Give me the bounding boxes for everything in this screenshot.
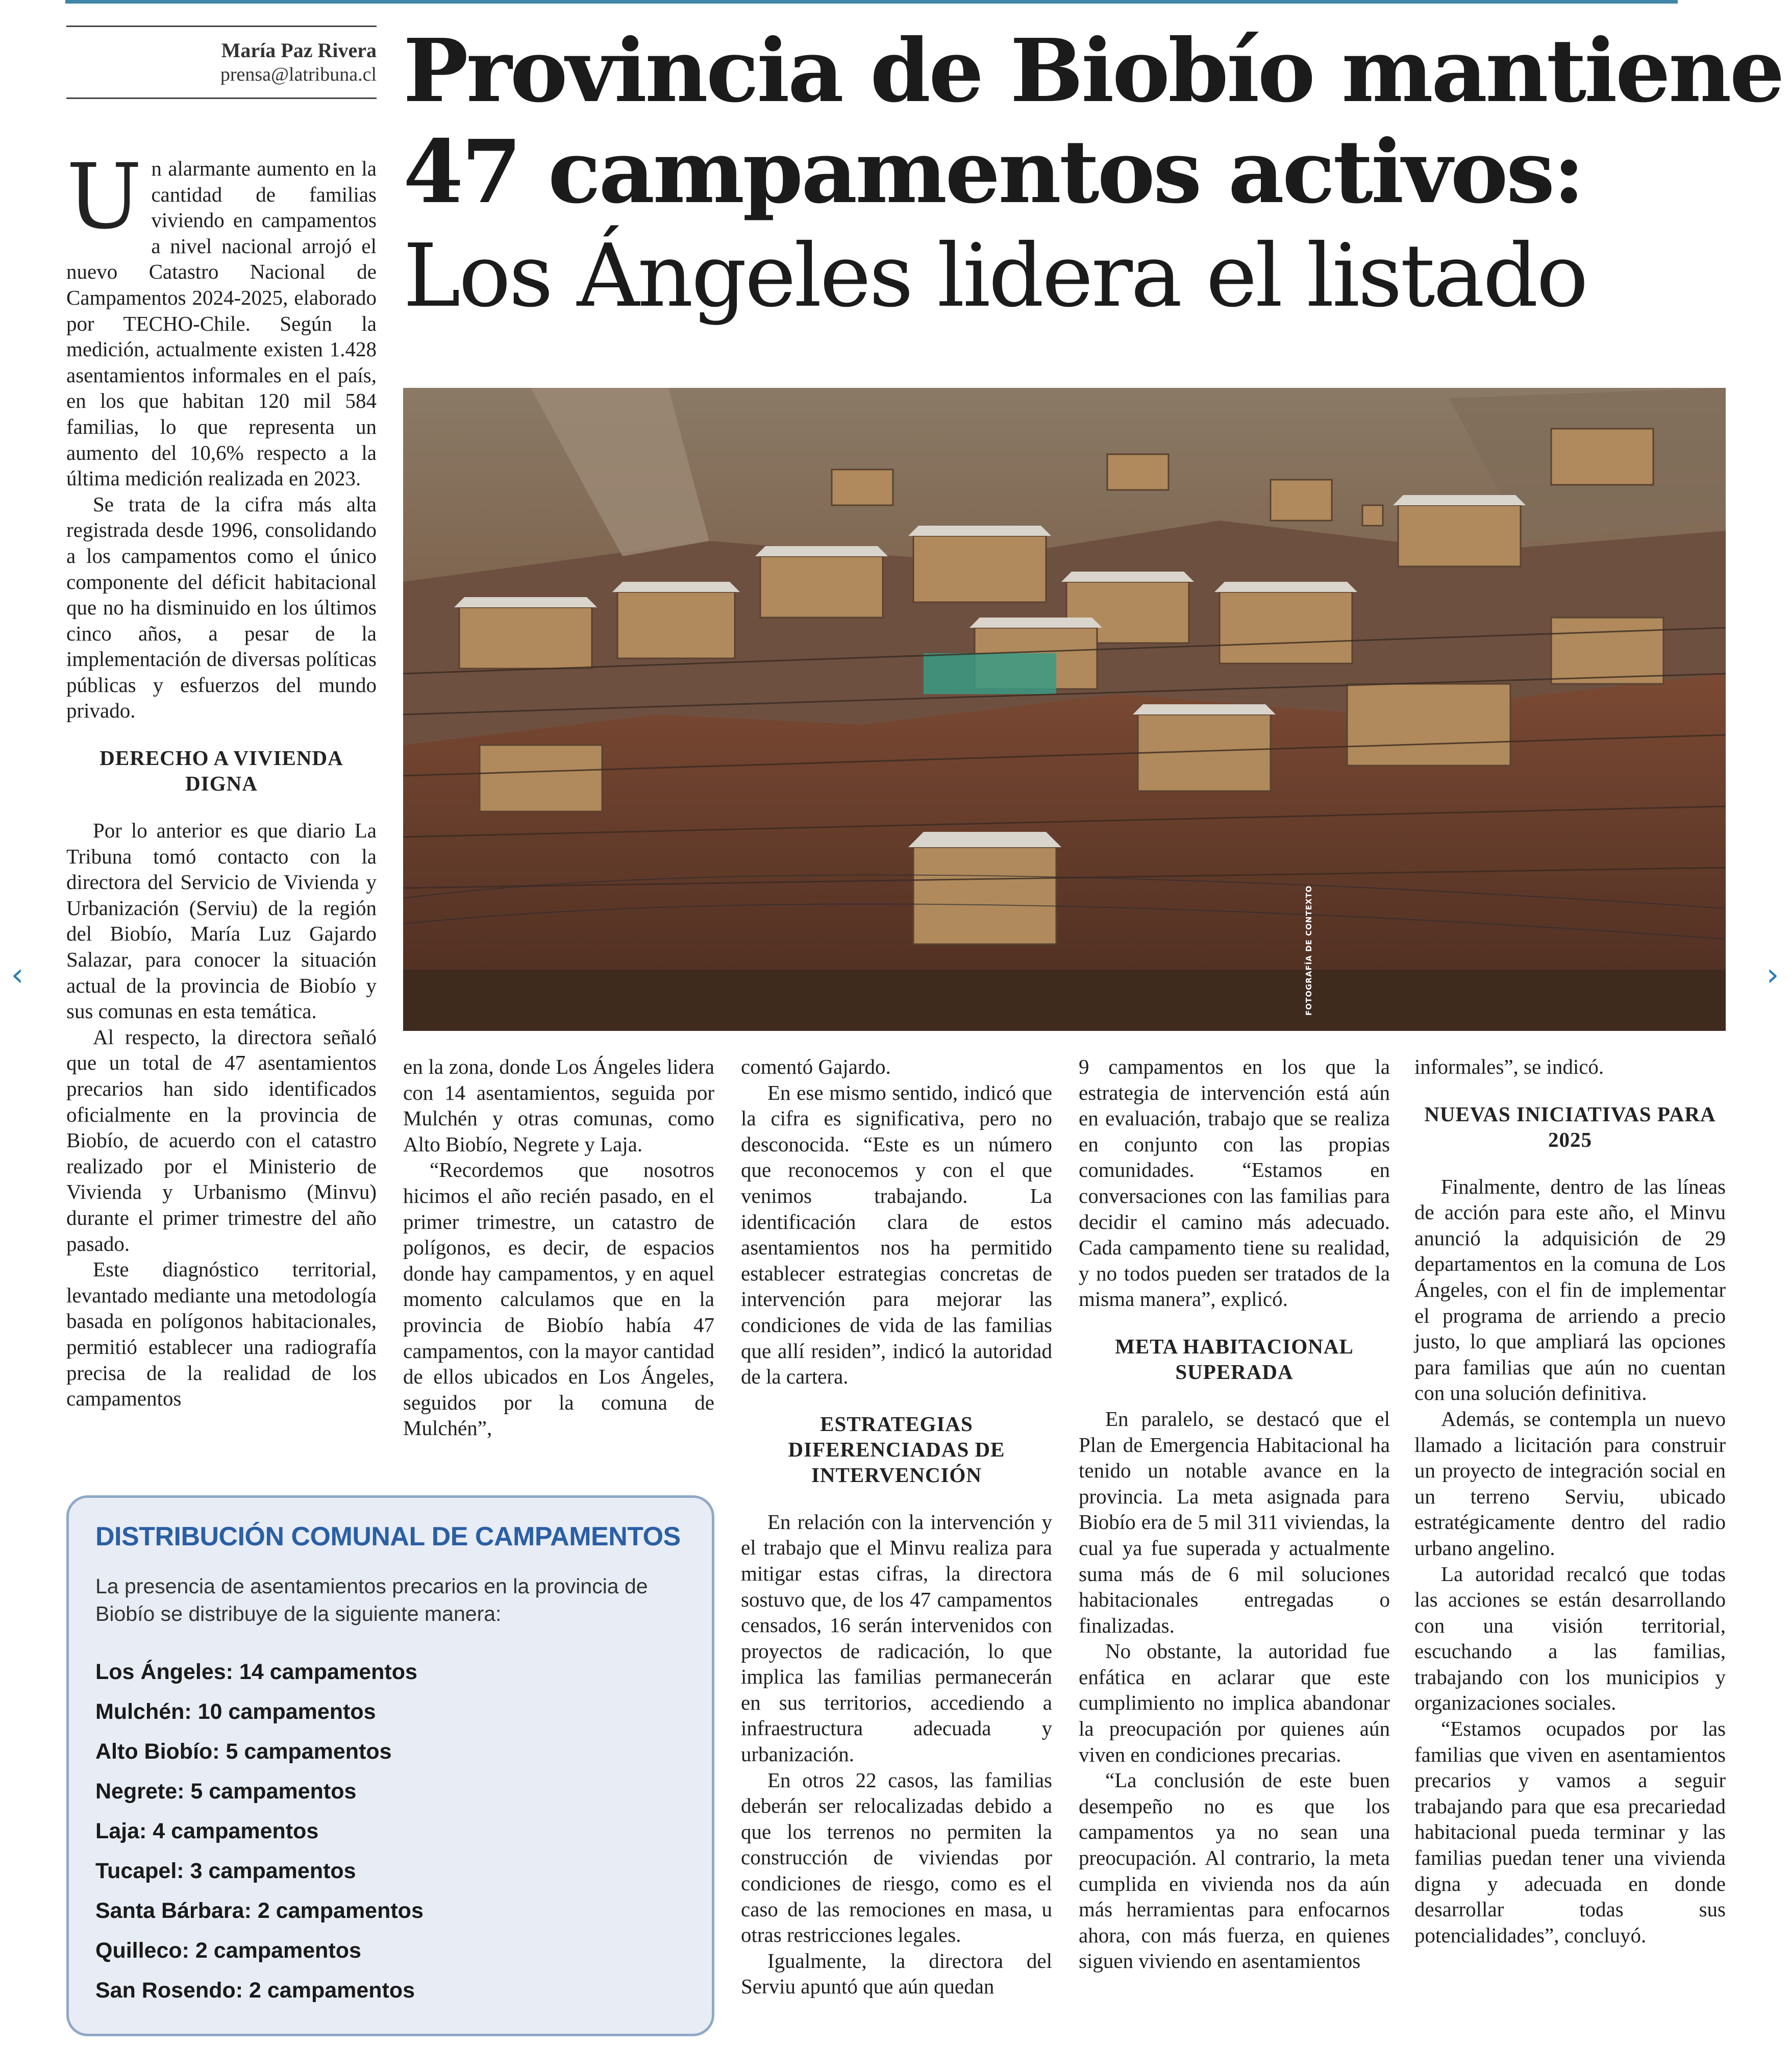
paragraph: En ese mismo sentido, indicó que la cifra es significativa, pero no desconocida. “Este es un número que reconocemos y con el que venimos trabajando. La identificación clara de estos asentamientos nos ha permitido establecer estrategias concretas de intervención para mejorar las condiciones de vida de las familias que allí residen”, indicó la autoridad de la cartera. <box>741 1080 1052 1389</box>
headline-line-2: 47 campamentos activos: <box>403 121 1583 223</box>
hillside-settlement-illustration <box>403 388 1726 1031</box>
paragraph: “Estamos ocupados por las familias que viven en asentamientos precarios y vamos a seguir trabajando para que esa precariedad habitacional pueda terminar y las familias puedan tener una vivienda digna y adecuada en donde desarrollar todas sus potencialidades”, concluyó. <box>1414 1717 1726 1947</box>
section-heading-derecho-vivienda: DERECHO A VIVIENDA DIGNA <box>100 746 343 796</box>
headline-line-1: Provincia de Biobío mantiene <box>403 20 1783 122</box>
previous-page-arrow-icon[interactable]: ‹ <box>11 956 24 993</box>
paragraph: en la zona, donde Los Ángeles lidera con 14 asentamientos, seguida por Mulchén y otras comunas, como Alto Biobío, Negrete y Laja. <box>403 1055 714 1156</box>
paragraph: Se trata de la cifra más alta registrada desde 1996, consolidando a los campamentos como el único componente del déficit habitacional que no ha disminuido en los últimos cinco años, a pesar de la implementación de diversas políticas públicas y esfuerzos del mundo privado. <box>66 492 377 723</box>
section-heading-nuevas-iniciativas: NUEVAS INICIATIVAS PARA 2025 <box>1424 1102 1716 1151</box>
list-item: Tucapel: 3 campamentos <box>95 1859 356 1883</box>
section-heading-meta-habitacional: META HABITACIONAL SUPERADA <box>1115 1334 1354 1384</box>
commune-list <box>95 1652 687 2010</box>
paragraph: “La conclusión de este buen desempeño no es que los campamentos ya no sean una preocupación. Al contrario, la meta cumplida en vivienda nos da aún más herramientas para enfocarnos ahora, con más fuerza, en quienes siguen viviendo en asentamientos <box>1079 1768 1390 1973</box>
paragraph: Igualmente, la directora del Serviu apuntó que aún quedan <box>741 1948 1052 1999</box>
author-email: prensa@latribuna.cl <box>220 64 377 85</box>
paragraph: “Recordemos que nosotros hicimos el año recién pasado, en el primer trimestre, un catastro de polígonos, es decir, de espacios donde hay campamentos, y en aquel momento calculamos que en la provincia de Biobío había 47 campamentos, con la mayor cantidad de ellos ubicados en Los Ángeles, seguidos por la comuna de Mulchén”, <box>403 1158 714 1440</box>
paragraph: Este diagnóstico territorial, levantado mediante una metodología basada en polígonos habitacionales, permitió establecer una radiografía precisa de la realidad de los campamentos <box>66 1257 377 1411</box>
paragraph: No obstante, la autoridad fue enfática en aclarar que este cumplimiento no implica abandonar la preocupación por quienes aún viven en condiciones precarias. <box>1079 1639 1390 1766</box>
article-column-5 <box>1414 1054 1726 1948</box>
list-item: Santa Bárbara: 2 campamentos <box>95 1898 424 1923</box>
paragraph: comentó Gajardo. <box>741 1055 891 1078</box>
paragraph: Al respecto, la directora señaló que un total de 47 asentamientos precarios han sido identificados oficialmente en la provincia de Biobío, de acuerdo con el catastro realizado por el Ministerio de Vivienda y Urbanismo (Minvu) durante el primer trimestre del año pasado. <box>66 1025 377 1255</box>
paragraph: En otros 22 casos, las familias deberán ser relocalizadas debido a que los terrenos no permiten la construcción de viviendas por condiciones de riesgo, como es el caso de las remociones en masa, u otras restricciones legales. <box>741 1768 1052 1947</box>
section-heading-estrategias: ESTRATEGIAS DIFERENCIADAS DE INTERVENCIÓN <box>788 1412 1005 1487</box>
headline-line-3: Los Ángeles lidera el listado <box>403 226 1587 327</box>
article-column-1 <box>66 144 377 1412</box>
list-item: Alto Biobío: 5 campamentos <box>95 1739 392 1764</box>
list-item: Quilleco: 2 campamentos <box>95 1938 361 1963</box>
paragraph: La autoridad recalcó que todas las acciones se están desarrollando con una visión territorial, escuchando a las familias, trabajando con los municipios y organizaciones sociales. <box>1414 1562 1726 1715</box>
paragraph: En paralelo, se destacó que el Plan de Emergencia Habitacional ha tenido un notable avance en la provincia. La meta asignada para Biobío era de 5 mil 311 viviendas, la cual ya fue superada y actualmente suma más de 6 mil soluciones habitacionales entregadas o finalizadas. <box>1079 1407 1390 1637</box>
list-item: Los Ángeles: 14 campamentos <box>95 1660 417 1684</box>
paragraph: 9 campamentos en los que la estrategia de intervención está aún en evaluación, trabajo que se realiza en conjunto con las propias comunidades. “Estamos en conversaciones con las familias para decidir el camino más adecuado. Cada campamento tiene su realidad, y no todos pueden ser tratados de la misma manera”, explicó. <box>1079 1055 1390 1311</box>
list-item: Mulchén: 10 campamentos <box>95 1699 376 1724</box>
article-column-4 <box>1079 1054 1390 1974</box>
article-column-2 <box>403 1054 714 1441</box>
paragraph: informales”, se indicó. <box>1414 1055 1604 1078</box>
next-page-arrow-icon[interactable]: › <box>1766 956 1779 993</box>
list-item: San Rosendo: 2 campamentos <box>95 1978 415 2003</box>
headline <box>403 20 1783 330</box>
byline <box>66 26 377 99</box>
paragraph: Finalmente, dentro de las líneas de acción para este año, el Minvu anunció la adquisición de 29 departamentos en la comuna de Los Ángeles, con el fin de implementar el programa de arriendo a precio justo, lo que ampliará las opciones para familias que aún no cuentan con una solución definitiva. <box>1414 1174 1726 1405</box>
distribution-sidebar <box>66 1495 714 2036</box>
list-item: Laja: 4 campamentos <box>95 1819 319 1843</box>
drop-cap: U <box>66 144 142 249</box>
list-item: Negrete: 5 campamentos <box>95 1779 357 1804</box>
top-accent-bar <box>65 0 1678 4</box>
sidebar-title: DISTRIBUCIÓN COMUNAL DE CAMPAMENTOS <box>95 1522 681 1551</box>
photo-credit: FOTOGRAFÍA DE CONTEXTO <box>1304 885 1313 1016</box>
intro-paragraph: Un alarmante aumento en la cantidad de familias viviendo en campamentos a nivel nacional arrojó el nuevo Catastro Nacional de Campamentos 2024-2025, elaborado por TECHO-Chile. Según la medición, actualmente existen 1.428 asentamientos informales en el país, en los que habitan 120 mil 584 familias, lo que representa un aumento del 10,6% respecto a la última medición realizada en 2023. <box>66 144 377 490</box>
author-name: María Paz Rivera <box>221 39 377 62</box>
campamento-photo <box>403 388 1726 1031</box>
sidebar-intro: La presencia de asentamientos precarios en la provincia de Biobío se distribuye de la siguiente manera: <box>95 1574 648 1625</box>
paragraph: Por lo anterior es que diario La Tribuna tomó contacto con la directora del Servicio de Vivienda y Urbanización (Serviu) de la región del Biobío, María Luz Gajardo Salazar, para conocer la situación actual de la provincia de Biobío y sus comunas en esta temática. <box>66 819 377 1023</box>
article-column-3 <box>741 1054 1052 2000</box>
paragraph: En relación con la intervención y el trabajo que el Minvu realiza para mitigar estas cifras, la directora sostuvo que, de los 47 campamentos censados, 16 serán intervenidos con proyectos de radicación, lo que implica las familias permanecerán en sus territorios, accediendo a infraestructura adecuada y urbanización. <box>741 1510 1052 1766</box>
paragraph: Además, se contempla un nuevo llamado a licitación para construir un proyecto de integración social en un terreno Serviu, ubicado estratégicamente dentro del radio urbano angelino. <box>1414 1407 1726 1560</box>
